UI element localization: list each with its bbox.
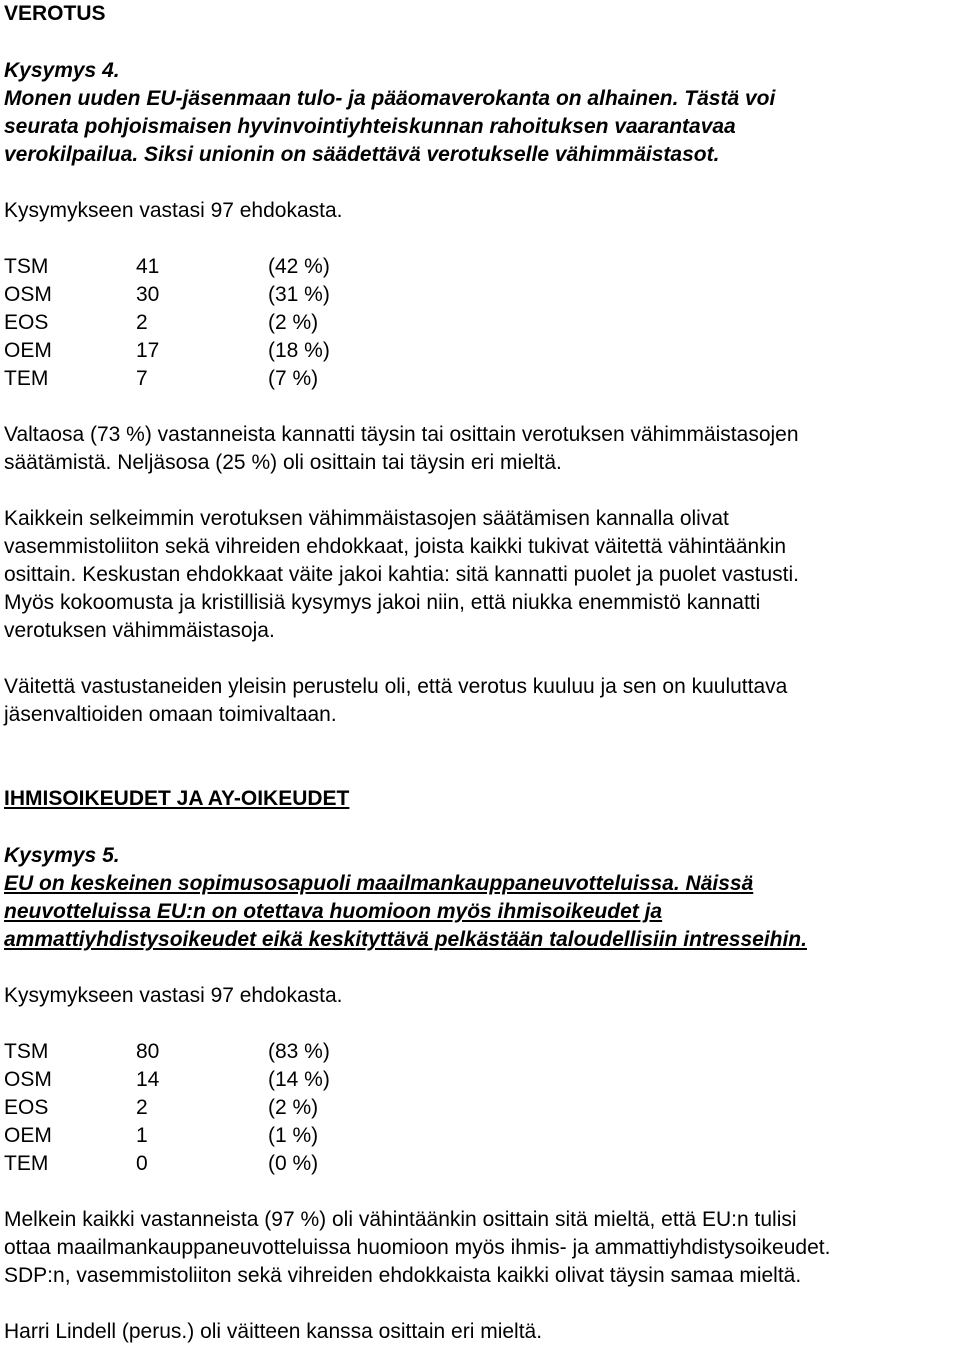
result-row xyxy=(4,253,330,281)
result-row xyxy=(4,281,330,309)
result-label: OSM xyxy=(4,1068,52,1091)
paragraph xyxy=(4,505,799,645)
paragraph-line: ottaa maailmankauppaneuvotteluissa huomioon myös ihmis- ja ammattiyhdistysoikeudet. xyxy=(4,1236,831,1259)
result-count: 2 xyxy=(136,1096,148,1119)
paragraph-line: osittain. Keskustan ehdokkaat väite jakoi kahtia: sitä kannatti puolet ja puolet vastusti. xyxy=(4,563,799,586)
result-count: 80 xyxy=(136,1040,160,1063)
result-percent: (14 %) xyxy=(268,1068,330,1091)
results-table xyxy=(4,1038,330,1178)
result-row xyxy=(4,337,330,365)
result-label: OEM xyxy=(4,339,52,362)
result-percent: (2 %) xyxy=(268,311,319,334)
paragraph-line: Harri Lindell (perus.) oli väitteen kanssa osittain eri mieltä. xyxy=(4,1320,543,1343)
result-label: TSM xyxy=(4,255,49,278)
question-label: Kysymys 5. xyxy=(4,844,120,867)
question-label: Kysymys 4. xyxy=(4,59,120,82)
paragraph-line: Myös kokoomusta ja kristillisiä kysymys jakoi niin, että niukka enemmistö kannatti xyxy=(4,591,761,614)
result-label: EOS xyxy=(4,311,49,334)
question-text xyxy=(4,870,807,954)
question-line: EU on keskeinen sopimusosapuoli maailmankauppaneuvotteluissa. Näissä xyxy=(4,872,754,895)
question-line: seurata pohjoismaisen hyvinvointiyhteiskunnan rahoituksen vaarantavaa xyxy=(4,115,736,138)
result-row xyxy=(4,1150,330,1178)
question-text xyxy=(4,85,775,169)
result-row xyxy=(4,1094,330,1122)
paragraph xyxy=(4,421,799,477)
result-label: OEM xyxy=(4,1124,52,1147)
paragraph-line: säätämistä. Neljäsosa (25 %) oli osittain tai täysin eri mieltä. xyxy=(4,451,562,474)
question-line: verokilpailua. Siksi unionin on säädettävä verotukselle vähimmäistasot. xyxy=(4,143,720,166)
result-percent: (7 %) xyxy=(268,367,319,390)
paragraph xyxy=(4,1318,542,1346)
result-label: OSM xyxy=(4,283,52,306)
paragraph-line: jäsenvaltioiden omaan toimivaltaan. xyxy=(4,703,337,726)
result-count: 14 xyxy=(136,1068,160,1091)
result-percent: (0 %) xyxy=(268,1152,319,1175)
respondents-count: Kysymykseen vastasi 97 ehdokasta. xyxy=(4,984,343,1007)
paragraph xyxy=(4,673,787,729)
result-percent: (42 %) xyxy=(268,255,330,278)
result-row xyxy=(4,1122,330,1150)
question-line: neuvotteluissa EU:n on otettava huomioon myös ihmisoikeudet ja xyxy=(4,900,663,923)
result-count: 1 xyxy=(136,1124,148,1147)
paragraph-line: Valtaosa (73 %) vastanneista kannatti täysin tai osittain verotuksen vähimmäistasojen xyxy=(4,423,799,446)
paragraph-line: Väitettä vastustaneiden yleisin perustelu oli, että verotus kuuluu ja sen on kuuluttava xyxy=(4,675,788,698)
result-count: 7 xyxy=(136,367,148,390)
paragraph-line: vasemmistoliiton sekä vihreiden ehdokkaat, joista kaikki tukivat väitettä vähintäänkin xyxy=(4,535,787,558)
result-row xyxy=(4,1066,330,1094)
result-label: TSM xyxy=(4,1040,49,1063)
paragraph-line: verotuksen vähimmäistasoja. xyxy=(4,619,275,642)
section-heading: VEROTUS xyxy=(4,2,106,25)
result-count: 41 xyxy=(136,255,160,278)
result-percent: (83 %) xyxy=(268,1040,330,1063)
result-percent: (1 %) xyxy=(268,1124,319,1147)
result-row xyxy=(4,309,330,337)
respondents-count: Kysymykseen vastasi 97 ehdokasta. xyxy=(4,199,343,222)
result-percent: (18 %) xyxy=(268,339,330,362)
result-label: TEM xyxy=(4,1152,49,1175)
result-count: 0 xyxy=(136,1152,148,1175)
results-table xyxy=(4,253,330,393)
result-row xyxy=(4,365,330,393)
result-percent: (31 %) xyxy=(268,283,330,306)
paragraph-line: Kaikkein selkeimmin verotuksen vähimmäistasojen säätämisen kannalla olivat xyxy=(4,507,729,530)
paragraph xyxy=(4,1206,830,1290)
result-label: EOS xyxy=(4,1096,49,1119)
result-row xyxy=(4,1038,330,1066)
result-percent: (2 %) xyxy=(268,1096,319,1119)
question-line: ammattiyhdistysoikeudet eikä keskityttävä pelkästään taloudellisiin intresseihin. xyxy=(4,928,807,951)
result-count: 17 xyxy=(136,339,160,362)
question-line: Monen uuden EU-jäsenmaan tulo- ja pääomaverokanta on alhainen. Tästä voi xyxy=(4,87,776,110)
section-heading: IHMISOIKEUDET JA AY-OIKEUDET xyxy=(4,787,350,810)
result-count: 30 xyxy=(136,283,160,306)
result-label: TEM xyxy=(4,367,49,390)
result-count: 2 xyxy=(136,311,148,334)
paragraph-line: Melkein kaikki vastanneista (97 %) oli vähintäänkin osittain sitä mieltä, että EU:n tulisi xyxy=(4,1208,797,1231)
paragraph-line: SDP:n, vasemmistoliiton sekä vihreiden ehdokkaista kaikki olivat täysin samaa mieltä. xyxy=(4,1264,802,1287)
